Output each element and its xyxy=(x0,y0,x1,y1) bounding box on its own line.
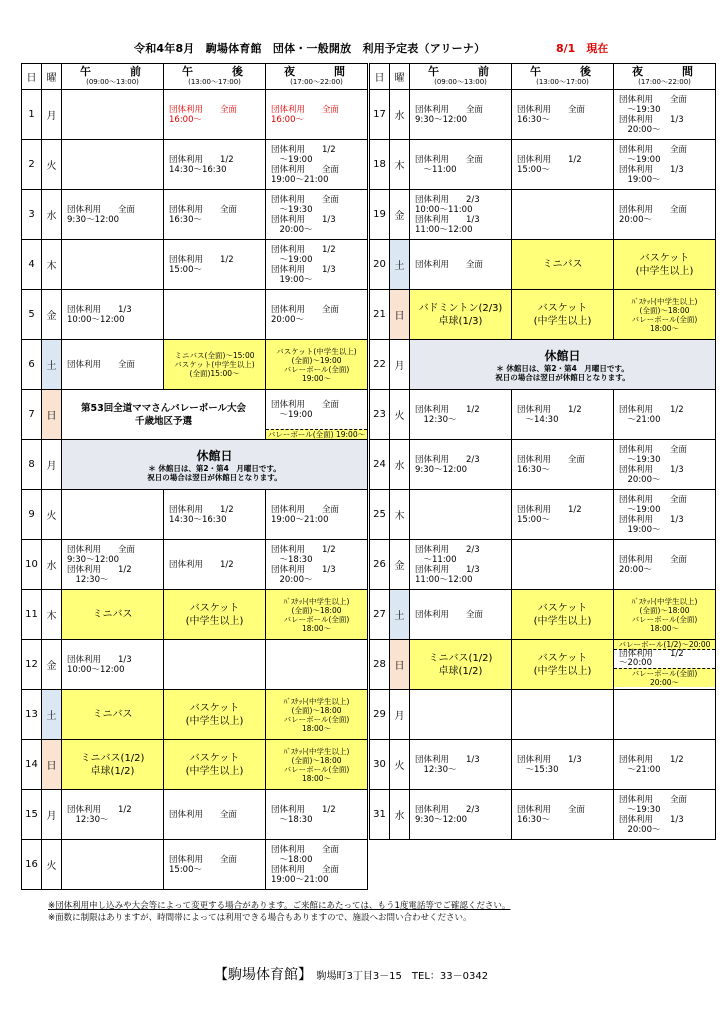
booking-text: 団体利用 全面 20:00～ xyxy=(271,304,340,325)
schedule-title: 令和4年8月 駒場体育館 団体・一般開放 利用予定表（アリーナ） xyxy=(134,42,486,55)
weekday: 月 xyxy=(42,90,62,140)
booking-text: 団体利用 全面 15:00～ xyxy=(169,854,238,875)
nt-cell xyxy=(266,140,368,190)
am-cell xyxy=(62,190,164,240)
nt-cell xyxy=(614,740,716,790)
pm-cell xyxy=(512,240,614,290)
schedule-row xyxy=(370,590,716,640)
day-number: 13 xyxy=(22,690,42,740)
am-cell xyxy=(410,240,512,290)
pm-cell xyxy=(164,690,266,740)
booking-text: 団体利用 全面 ～19:30 団体利用 1/3 20:00～ xyxy=(619,444,688,485)
am-cell xyxy=(410,690,512,740)
day-number: 26 xyxy=(370,540,390,590)
day-number: 12 xyxy=(22,640,42,690)
am-cell xyxy=(62,90,164,140)
booking-text: 団体利用 1/3 10:00～12:00 xyxy=(67,654,132,675)
booking-text: 団体利用 全面 ～11:00 xyxy=(415,154,484,175)
schedule-row xyxy=(370,540,716,590)
am-cell xyxy=(410,540,512,590)
weekday: 火 xyxy=(390,390,410,440)
pm-cell xyxy=(512,140,614,190)
split-bottom: バレーボール(全面) 20:00～ xyxy=(614,668,715,687)
day-number: 1 xyxy=(22,90,42,140)
weekday: 水 xyxy=(390,790,410,840)
am-cell xyxy=(62,840,164,890)
booking-text: 団体利用 1/2 ～20:00 xyxy=(619,649,684,668)
weekday: 月 xyxy=(42,790,62,840)
activity-label: バスケット (中学生以上) xyxy=(635,252,694,277)
pm-cell xyxy=(512,490,614,540)
pm-cell xyxy=(512,290,614,340)
nt-cell xyxy=(614,240,716,290)
am-cell xyxy=(410,740,512,790)
booking-text: バスケット(中学生以上) (全面)～19:00 バレーボール(全面) 19:00～ xyxy=(276,346,357,383)
header-pm: 午 後 (13:00～17:00) xyxy=(164,64,266,90)
pm-cell xyxy=(164,640,266,690)
pm-cell xyxy=(164,190,266,240)
am-cell xyxy=(410,590,512,640)
schedule-row xyxy=(370,740,716,790)
weekday: 木 xyxy=(390,490,410,540)
schedule-row xyxy=(370,190,716,240)
weekday: 金 xyxy=(42,290,62,340)
booking-text: 団体利用 2/3 10:00～11:00 団体利用 1/3 11:00～12:00 xyxy=(415,194,480,235)
nt-cell xyxy=(266,740,368,790)
booking-text: 団体利用 全面 9:30～12:00 団体利用 1/2 12:30～ xyxy=(67,544,136,585)
day-number: 27 xyxy=(370,590,390,640)
nt-cell xyxy=(614,140,716,190)
weekday: 月 xyxy=(390,690,410,740)
am-cell xyxy=(410,140,512,190)
header-pm: 午 後 (13:00～17:00) xyxy=(512,64,614,90)
schedule-row xyxy=(370,790,716,840)
nt-cell xyxy=(614,190,716,240)
pm-cell xyxy=(512,540,614,590)
nt-cell xyxy=(266,640,368,690)
booking-text: 団体利用 全面 20:00～ xyxy=(619,554,688,575)
nt-cell xyxy=(266,490,368,540)
split-cell xyxy=(266,390,367,439)
weekday: 火 xyxy=(42,490,62,540)
header-weekday: 曜 xyxy=(42,64,62,90)
day-number: 14 xyxy=(22,740,42,790)
schedule-row xyxy=(22,490,368,540)
booking-text: 団体利用 全面 16:30～ xyxy=(517,104,586,125)
schedule-row xyxy=(22,90,368,140)
am-cell xyxy=(410,790,512,840)
schedule-row xyxy=(370,690,716,740)
nt-cell xyxy=(266,90,368,140)
booking-text: 団体利用 1/2 15:00～ xyxy=(517,154,582,175)
booking-text: 団体利用 全面 ～19:30 団体利用 1/3 20:00～ xyxy=(271,194,340,235)
nt-cell xyxy=(614,590,716,640)
activity-label: バスケット (中学生以上) xyxy=(185,752,244,777)
activity-label: ミニバス xyxy=(542,259,583,270)
booking-text: 団体利用 2/3 9:30～12:00 xyxy=(415,804,480,825)
weekday: 火 xyxy=(42,140,62,190)
closed-heading: 休館日 xyxy=(196,448,233,463)
booking-text: 団体利用 1/2 12:30～ xyxy=(67,804,132,825)
split-top xyxy=(266,390,367,429)
booking-text: 団体利用 全面 xyxy=(169,809,238,820)
day-number: 24 xyxy=(370,440,390,490)
day-number: 3 xyxy=(22,190,42,240)
nt-cell xyxy=(266,340,368,390)
booking-text: 団体利用 全面 9:30～12:00 xyxy=(415,104,484,125)
nt-cell xyxy=(614,390,716,440)
pm-cell xyxy=(164,90,266,140)
am-cell xyxy=(410,390,512,440)
weekday: 日 xyxy=(390,290,410,340)
booking-text: 団体利用 全面 16:00～ xyxy=(169,104,238,125)
nt-cell xyxy=(614,790,716,840)
day-number: 6 xyxy=(22,340,42,390)
pm-cell xyxy=(512,590,614,640)
booking-text: 団体利用 1/2 14:30～16:30 xyxy=(169,154,234,175)
am-cell xyxy=(62,290,164,340)
note-1: ※団体利用申し込みや大会等によって変更する場合があります。ご来館にあたっては、もう1度電話等でご確認ください。 xyxy=(48,901,511,911)
booking-text: 団体利用 1/3 10:00～12:00 xyxy=(67,304,132,325)
pm-cell xyxy=(512,640,614,690)
weekday: 金 xyxy=(390,540,410,590)
day-number: 11 xyxy=(22,590,42,640)
notes xyxy=(48,900,510,924)
booking-text: 団体利用 全面 ～19:00 団体利用 1/3 19:00～ xyxy=(619,144,688,185)
am-cell xyxy=(62,340,164,390)
nt-cell xyxy=(614,640,716,690)
weekday: 水 xyxy=(390,440,410,490)
booking-text: 団体利用 1/2 ～14:30 xyxy=(517,404,582,425)
pm-cell xyxy=(164,340,266,390)
activity-label: ミニバス(1/2) 卓球(1/2) xyxy=(80,752,145,777)
header-day: 日 xyxy=(22,64,42,90)
day-number: 4 xyxy=(22,240,42,290)
schedule-row xyxy=(370,640,716,690)
split-top: バレーボール(1/2)～20:00 xyxy=(614,640,715,650)
activity-label: バスケット (中学生以上) xyxy=(533,302,592,327)
booking-text: 団体利用 全面 ～18:00 団体利用 全面 19:00～21:00 xyxy=(271,844,340,885)
am-cell xyxy=(410,440,512,490)
nt-cell xyxy=(614,90,716,140)
activity-label: ﾊﾞｽｹｯﾄ(中学生以上) (全面)～18:00 バレーボール(全面) 18:00～ xyxy=(283,696,350,733)
am-cell xyxy=(62,140,164,190)
am-cell xyxy=(410,90,512,140)
booking-text: 団体利用 全面 xyxy=(415,609,484,620)
schedule-row xyxy=(22,140,368,190)
schedule-table-left xyxy=(21,63,368,890)
nt-cell xyxy=(266,790,368,840)
schedule-row xyxy=(22,590,368,640)
header-night: 夜 間 (17:00～22:00) xyxy=(266,64,368,90)
weekday: 月 xyxy=(390,340,410,390)
nt-cell xyxy=(266,840,368,890)
day-number: 5 xyxy=(22,290,42,340)
booking-text: 団体利用 全面 ～19:00 xyxy=(271,399,340,420)
header-night: 夜 間 (17:00～22:00) xyxy=(614,64,716,90)
weekday: 土 xyxy=(390,240,410,290)
nt-cell xyxy=(614,690,716,740)
pm-cell xyxy=(164,790,266,840)
booking-text: 団体利用 1/2 ～18:30 団体利用 1/3 20:00～ xyxy=(271,544,336,585)
header-am: 午 前 (09:00～13:00) xyxy=(62,64,164,90)
booking-text: 団体利用 全面 16:30～ xyxy=(169,204,238,225)
closed-note: ＊ 休館日は、第2・第4 月曜日です。 祝日の場合は翌日が休館日となります。 xyxy=(147,463,282,482)
split-cell xyxy=(614,640,715,689)
activity-label: バスケット (中学生以上) xyxy=(533,602,592,627)
day-number: 19 xyxy=(370,190,390,240)
day-number: 2 xyxy=(22,140,42,190)
weekday: 水 xyxy=(42,540,62,590)
pm-cell xyxy=(164,140,266,190)
nt-cell xyxy=(266,290,368,340)
event-cell xyxy=(62,390,266,440)
footer xyxy=(214,964,488,984)
weekday: 日 xyxy=(42,390,62,440)
activity-label: ﾊﾞｽｹｯﾄ(中学生以上) (全面)～18:00 バレーボール(全面) 18:00～ xyxy=(631,296,698,333)
nt-cell xyxy=(266,540,368,590)
booking-text: 団体利用 全面 19:00～21:00 xyxy=(271,504,340,525)
weekday: 木 xyxy=(390,140,410,190)
activity-label: バスケット (中学生以上) xyxy=(185,702,244,727)
booking-text: 団体利用 1/2 14:30～16:30 xyxy=(169,504,234,525)
document-title xyxy=(0,40,724,58)
pm-cell xyxy=(512,740,614,790)
am-cell xyxy=(410,490,512,540)
booking-text: 団体利用 2/3 ～11:00 団体利用 1/3 11:00～12:00 xyxy=(415,544,480,585)
day-number: 8 xyxy=(22,440,42,490)
weekday: 日 xyxy=(42,740,62,790)
day-number: 18 xyxy=(370,140,390,190)
pm-cell xyxy=(164,490,266,540)
schedule-row xyxy=(22,540,368,590)
split-bottom: バレーボール(全面) 19:00～ xyxy=(267,430,366,439)
day-number: 31 xyxy=(370,790,390,840)
nt-cell xyxy=(614,290,716,340)
activity-label: ﾊﾞｽｹｯﾄ(中学生以上) (全面)～18:00 バレーボール(全面) 18:00～ xyxy=(631,596,698,633)
schedule-row xyxy=(370,90,716,140)
schedule-row xyxy=(22,290,368,340)
am-cell xyxy=(62,590,164,640)
pm-cell xyxy=(512,90,614,140)
pm-cell xyxy=(164,590,266,640)
booking-text: 団体利用 全面 xyxy=(415,259,484,270)
activity-label: ミニバス xyxy=(92,709,133,720)
facility-name: 【駒場体育館】 xyxy=(214,967,312,983)
activity-label: ミニバス(1/2) 卓球(1/2) xyxy=(428,652,493,677)
header-day: 日 xyxy=(370,64,390,90)
day-number: 23 xyxy=(370,390,390,440)
weekday: 月 xyxy=(42,440,62,490)
header-am: 午 前 (09:00～13:00) xyxy=(410,64,512,90)
booking-text: ミニバス(全面)～15:00 バスケット(中学生以上) (全面)15:00～ xyxy=(174,351,255,378)
schedule-table-right xyxy=(369,63,716,840)
weekday: 土 xyxy=(42,340,62,390)
schedule-row xyxy=(22,690,368,740)
schedule-row xyxy=(370,340,716,390)
as-of-date: 8/1 現在 xyxy=(556,42,609,55)
activity-label: バスケット (中学生以上) xyxy=(185,602,244,627)
schedule-row xyxy=(370,240,716,290)
schedule-row xyxy=(22,740,368,790)
day-number: 17 xyxy=(370,90,390,140)
weekday: 木 xyxy=(42,240,62,290)
day-number: 16 xyxy=(22,840,42,890)
nt-cell xyxy=(266,390,368,440)
schedule-row xyxy=(22,790,368,840)
pm-cell xyxy=(164,240,266,290)
booking-text: 団体利用 全面 20:00～ xyxy=(619,204,688,225)
day-number: 7 xyxy=(22,390,42,440)
booking-text: 団体利用 全面 ～19:00 団体利用 1/3 19:00～ xyxy=(619,494,688,535)
schedule-row xyxy=(22,340,368,390)
booking-text: 団体利用 全面 16:00～ xyxy=(271,104,340,125)
weekday: 火 xyxy=(390,740,410,790)
am-cell xyxy=(410,190,512,240)
nt-cell xyxy=(614,540,716,590)
activity-label: ﾊﾞｽｹｯﾄ(中学生以上) (全面)～18:00 バレーボール(全面) 18:00～ xyxy=(283,596,350,633)
weekday: 水 xyxy=(390,90,410,140)
weekday: 土 xyxy=(42,690,62,740)
day-number: 15 xyxy=(22,790,42,840)
weekday: 金 xyxy=(390,190,410,240)
weekday: 日 xyxy=(390,640,410,690)
pm-cell xyxy=(512,190,614,240)
booking-text: 団体利用 全面 ～19:30 団体利用 1/3 20:00～ xyxy=(619,794,688,835)
schedule-row xyxy=(22,390,368,440)
booking-text: 団体利用 2/3 9:30～12:00 xyxy=(415,454,480,475)
weekday: 土 xyxy=(390,590,410,640)
pm-cell xyxy=(512,790,614,840)
pm-cell xyxy=(164,740,266,790)
pm-cell xyxy=(164,840,266,890)
booking-text: 団体利用 1/2 ～19:00 団体利用 全面 19:00～21:00 xyxy=(271,144,340,185)
closed-heading: 休館日 xyxy=(544,348,581,363)
nt-cell xyxy=(614,490,716,540)
closed-day-cell xyxy=(62,440,368,490)
booking-text: 団体利用 1/2 12:30～ xyxy=(415,404,480,425)
booking-text: 団体利用 1/2 15:00～ xyxy=(517,504,582,525)
day-number: 30 xyxy=(370,740,390,790)
booking-text: 団体利用 全面 9:30～12:00 xyxy=(67,204,136,225)
activity-label: ミニバス xyxy=(92,609,133,620)
booking-text: 団体利用 1/3 ～15:30 xyxy=(517,754,582,775)
pm-cell xyxy=(164,290,266,340)
am-cell xyxy=(62,540,164,590)
pm-cell xyxy=(512,440,614,490)
booking-text: 団体利用 1/3 12:30～ xyxy=(415,754,480,775)
closed-note: ＊ 休館日は、第2・第4 月曜日です。 祝日の場合は翌日が休館日となります。 xyxy=(495,363,630,382)
booking-text: 団体利用 1/2 xyxy=(169,559,234,570)
header-weekday: 曜 xyxy=(390,64,410,90)
day-number: 9 xyxy=(22,490,42,540)
day-number: 29 xyxy=(370,690,390,740)
schedule-row xyxy=(370,290,716,340)
schedule-row xyxy=(22,240,368,290)
am-cell xyxy=(62,790,164,840)
weekday: 火 xyxy=(42,840,62,890)
nt-cell xyxy=(266,190,368,240)
booking-text: 団体利用 全面 ～19:30 団体利用 1/3 20:00～ xyxy=(619,94,688,135)
schedule-row xyxy=(22,190,368,240)
pm-cell xyxy=(164,540,266,590)
booking-text: 団体利用 1/2 ～21:00 xyxy=(619,754,684,775)
day-number: 28 xyxy=(370,640,390,690)
nt-cell xyxy=(266,590,368,640)
booking-text: 団体利用 1/2 ～18:30 xyxy=(271,804,336,825)
weekday: 木 xyxy=(42,590,62,640)
weekday: 金 xyxy=(42,640,62,690)
day-number: 25 xyxy=(370,490,390,540)
schedule-row xyxy=(22,640,368,690)
nt-cell xyxy=(266,240,368,290)
closed-day-cell xyxy=(410,340,716,390)
booking-text: 団体利用 全面 16:30～ xyxy=(517,454,586,475)
note-2: ※面数に制限はありますが、時間帯によっては利用できる場合もありますので、施設へお問い合わせください。 xyxy=(48,913,472,923)
nt-cell xyxy=(614,440,716,490)
nt-cell xyxy=(266,690,368,740)
am-cell xyxy=(410,640,512,690)
day-number: 21 xyxy=(370,290,390,340)
booking-text: 団体利用 全面 16:30～ xyxy=(517,804,586,825)
activity-label: バスケット (中学生以上) xyxy=(533,652,592,677)
am-cell xyxy=(62,690,164,740)
event-name: 第53回全道ママさんバレーボール大会 千歳地区予選 xyxy=(80,402,247,427)
booking-text: 団体利用 1/2 ～21:00 xyxy=(619,404,684,425)
activity-label: バドミントン(2/3) 卓球(1/3) xyxy=(418,302,503,327)
booking-text: 団体利用 1/2 ～19:00 団体利用 1/3 19:00～ xyxy=(271,244,336,285)
schedule-row xyxy=(370,490,716,540)
schedule-row xyxy=(370,390,716,440)
pm-cell xyxy=(512,390,614,440)
facility-address: 駒場町3丁目3－15 TEL：33－0342 xyxy=(316,971,489,982)
day-number: 22 xyxy=(370,340,390,390)
weekday: 水 xyxy=(42,190,62,240)
am-cell xyxy=(410,290,512,340)
schedule-row xyxy=(370,440,716,490)
pm-cell xyxy=(512,690,614,740)
am-cell xyxy=(62,490,164,540)
schedule-row xyxy=(22,840,368,890)
activity-label: ﾊﾞｽｹｯﾄ(中学生以上) (全面)～18:00 バレーボール(全面) 18:00～ xyxy=(283,746,350,783)
day-number: 20 xyxy=(370,240,390,290)
schedule-row xyxy=(370,140,716,190)
am-cell xyxy=(62,740,164,790)
am-cell xyxy=(62,640,164,690)
day-number: 10 xyxy=(22,540,42,590)
booking-text: 団体利用 全面 xyxy=(67,359,136,370)
am-cell xyxy=(62,240,164,290)
schedule-row xyxy=(22,440,368,490)
booking-text: 団体利用 1/2 15:00～ xyxy=(169,254,234,275)
